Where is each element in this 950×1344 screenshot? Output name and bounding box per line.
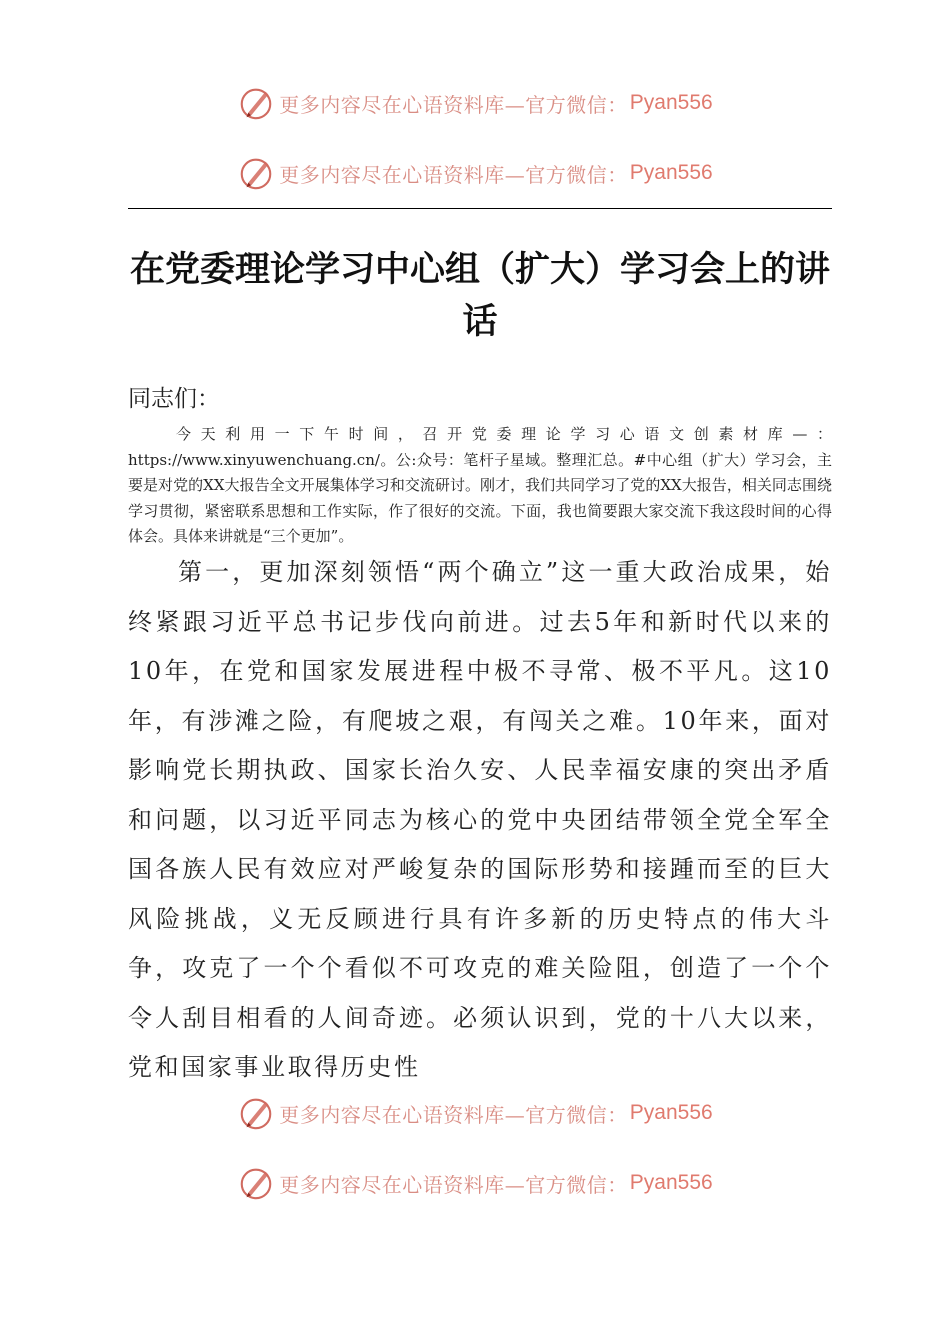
pen-logo-icon bbox=[237, 154, 275, 192]
watermark-wechat-id: Pyan556 bbox=[629, 1171, 713, 1194]
watermark-text: 更多内容尽在心语资料库—官方微信： bbox=[279, 92, 628, 117]
watermark-banner-1 bbox=[0, 83, 950, 123]
intro-paragraph: 今天利用一下午时间，召开党委理论学习心语文创素材库—：https://www.xinyuwenchuang.cn/。公:众号：笔杆子星域。整理汇总。#中心组（扩大）学习会，主要是对党的XX大报告全文开展集体学习和交流研讨。刚才，我们共同学习了党的XX大报告，相关同志围绕学习贯彻，紧密联系思想和工作实际，作了很好的交流。下面，我也简要跟大家交流下我这段时间的心得体会。具体来讲就是“三个更加”。 bbox=[128, 425, 832, 545]
pen-logo-icon bbox=[237, 1094, 275, 1132]
watermark-banner-3 bbox=[0, 1093, 950, 1133]
header-divider bbox=[128, 208, 832, 209]
watermark-banner-4 bbox=[0, 1163, 950, 1203]
watermark-wechat-id: Pyan556 bbox=[629, 91, 713, 114]
document-title: 在党委理论学习中心组（扩大）学习会上的讲话 bbox=[129, 250, 830, 342]
watermark-text: 更多内容尽在心语资料库—官方微信： bbox=[279, 162, 628, 187]
salutation: 同志们： bbox=[128, 386, 220, 412]
watermark-text: 更多内容尽在心语资料库—官方微信： bbox=[279, 1102, 628, 1127]
pen-logo-icon bbox=[237, 84, 275, 122]
pen-logo-icon bbox=[237, 1164, 275, 1202]
watermark-text: 更多内容尽在心语资料库—官方微信： bbox=[279, 1172, 628, 1197]
watermark-wechat-id: Pyan556 bbox=[629, 161, 713, 184]
body-paragraph-1: 第一，更加深刻领悟“两个确立”这一重大政治成果，始终紧跟习近平总书记步伐向前进。过去5年和新时代以来的10年，在党和国家发展进程中极不寻常、极不平凡。这10年，有涉滩之险，有爬坡之艰，有闯关之难。10年来，面对影响党长期执政、国家长治久安、人民幸福安康的突出矛盾和问题，以习近平同志为核心的党中央团结带领全党全军全国各族人民有效应对严峻复杂的国际形势和接踵而至的巨大风险挑战，义无反顾进行具有许多新的历史特点的伟大斗争，攻克了一个个看似不可攻克的难关险阻，创造了一个个令人刮目相看的人间奇迹。必须认识到，党的十八大以来，党和国家事业取得历史性 bbox=[128, 558, 832, 1081]
watermark-wechat-id: Pyan556 bbox=[629, 1101, 713, 1124]
watermark-banner-2 bbox=[0, 153, 950, 193]
